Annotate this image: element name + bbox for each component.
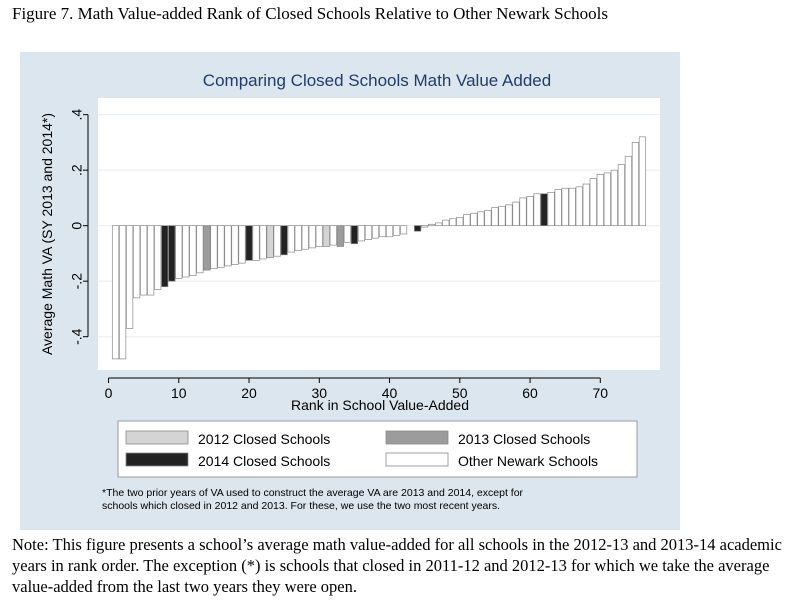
bar-other-newark-schools — [548, 192, 554, 225]
bar-other-newark-schools — [211, 226, 217, 269]
bar-other-newark-schools — [576, 187, 582, 226]
bar-2014-closed-schools — [169, 226, 175, 282]
legend-swatch-2012 — [126, 431, 188, 444]
bar-other-newark-schools — [176, 226, 182, 279]
x-tick-label: 70 — [592, 385, 609, 401]
x-tick-label: 20 — [241, 385, 257, 401]
bar-other-newark-schools — [485, 210, 491, 225]
chart-title: Comparing Closed Schools Math Value Added — [202, 71, 552, 90]
bar-other-newark-schools — [555, 190, 561, 226]
x-tick-label: 10 — [170, 385, 187, 401]
bar-other-newark-schools — [232, 226, 238, 265]
bar-2013-closed-schools — [337, 226, 343, 247]
bar-2013-closed-schools — [204, 226, 210, 270]
bar-other-newark-schools — [590, 178, 596, 225]
legend-label-2012: 2012 Closed Schools — [198, 431, 331, 447]
bar-2014-closed-schools — [281, 226, 287, 255]
y-tick-label: .2 — [68, 164, 85, 177]
bar-other-newark-schools — [569, 188, 575, 225]
bar-other-newark-schools — [140, 226, 146, 295]
bar-other-newark-schools — [133, 226, 139, 298]
bar-other-newark-schools — [639, 137, 645, 226]
y-tick-label: -.4 — [68, 328, 85, 345]
bar-other-newark-schools — [421, 226, 427, 227]
bar-other-newark-schools — [218, 226, 224, 268]
legend — [118, 421, 637, 477]
legend-swatch-2013 — [386, 431, 448, 444]
bar-other-newark-schools — [154, 226, 160, 290]
bar-other-newark-schools — [295, 226, 301, 251]
legend-swatch-2014 — [126, 453, 188, 466]
bar-other-newark-schools — [499, 206, 505, 225]
bar-2012-closed-schools — [323, 226, 329, 247]
bar-other-newark-schools — [428, 224, 434, 225]
bar-other-newark-schools — [478, 212, 484, 226]
bar-other-newark-schools — [597, 174, 603, 225]
bar-other-newark-schools — [611, 170, 617, 226]
bar-other-newark-schools — [393, 226, 399, 236]
bar-other-newark-schools — [119, 226, 125, 359]
bar-other-newark-schools — [492, 208, 498, 226]
bar-other-newark-schools — [625, 156, 631, 225]
x-tick-label: 40 — [381, 385, 398, 401]
bar-other-newark-schools — [583, 184, 589, 226]
x-tick-label: 30 — [311, 385, 328, 401]
bar-other-newark-schools — [435, 223, 441, 226]
bar-other-newark-schools — [126, 226, 132, 329]
bar-other-newark-schools — [309, 226, 315, 248]
bar-other-newark-schools — [443, 220, 449, 226]
bar-other-newark-schools — [513, 202, 519, 226]
footnote-line-1: *The two prior years of VA used to construct the average VA are 2013 and 2014, except for — [102, 487, 524, 499]
plot-area — [98, 98, 660, 370]
bar-2014-closed-schools — [414, 226, 420, 232]
figure-caption: Figure 7. Math Value-added Rank of Closed Schools Relative to Other Newark Schools — [12, 4, 608, 23]
legend-label-2014: 2014 Closed Schools — [198, 453, 331, 469]
bar-other-newark-schools — [604, 173, 610, 226]
bar-other-newark-schools — [112, 226, 118, 359]
bar-other-newark-schools — [618, 165, 624, 226]
bar-other-newark-schools — [464, 215, 470, 226]
x-tick-label: 60 — [522, 385, 538, 401]
bar-2014-closed-schools — [351, 226, 357, 244]
bar-other-newark-schools — [534, 194, 540, 226]
legend-label-2013: 2013 Closed Schools — [458, 431, 591, 447]
bar-2014-closed-schools — [162, 226, 168, 287]
bar-2012-closed-schools — [267, 226, 273, 258]
bar-other-newark-schools — [302, 226, 308, 250]
y-tick-label: .4 — [68, 108, 85, 121]
bar-other-newark-schools — [450, 219, 456, 226]
bar-other-newark-schools — [253, 226, 259, 261]
legend-label-other: Other Newark Schools — [458, 453, 599, 469]
bar-other-newark-schools — [562, 188, 568, 225]
bar-other-newark-schools — [386, 226, 392, 237]
bar-other-newark-schools — [288, 226, 294, 252]
bar-other-newark-schools — [632, 142, 638, 225]
bar-other-newark-schools — [330, 226, 336, 245]
bar-other-newark-schools — [457, 217, 463, 225]
bar-other-newark-schools — [400, 226, 406, 234]
bar-other-newark-schools — [527, 197, 533, 226]
bar-other-newark-schools — [471, 213, 477, 225]
bar-other-newark-schools — [260, 226, 266, 259]
x-tick-label: 50 — [451, 385, 468, 401]
y-axis-label: Average Math VA (SY 2013 and 2014*) — [39, 112, 55, 356]
note-text: Note: This figure presents a school’s average math value-added for all schools in the 2012-13 and 2013-14 academic years in rank order. The exception (*) is schools that closed in 2011-12 and 2012-13 for which we take the average value-added from the last two years they were open. — [12, 535, 782, 596]
bar-other-newark-schools — [197, 226, 203, 273]
bar-other-newark-schools — [316, 226, 322, 247]
x-tick-label: 0 — [104, 385, 113, 401]
footnote-line-2: schools which closed in 2012 and 2013. For these, we use the two most recent years. — [102, 500, 501, 512]
bar-other-newark-schools — [147, 226, 153, 295]
bar-other-newark-schools — [274, 226, 280, 257]
bar-2014-closed-schools — [541, 194, 547, 226]
bar-other-newark-schools — [379, 226, 385, 237]
bar-other-newark-schools — [358, 226, 364, 241]
bar-other-newark-schools — [365, 226, 371, 240]
bar-other-newark-schools — [225, 226, 231, 266]
bar-2014-closed-schools — [246, 226, 252, 261]
bar-other-newark-schools — [372, 226, 378, 238]
bar-other-newark-schools — [506, 205, 512, 226]
bar-other-newark-schools — [190, 226, 196, 276]
x-axis-label: Rank in School Value-Added — [291, 397, 469, 413]
bar-other-newark-schools — [344, 226, 350, 243]
bar-other-newark-schools — [183, 226, 189, 277]
y-tick-label: -.2 — [68, 273, 85, 290]
bar-other-newark-schools — [239, 226, 245, 263]
legend-swatch-other — [386, 453, 448, 466]
bar-other-newark-schools — [520, 198, 526, 226]
y-tick-label: 0 — [68, 221, 85, 230]
